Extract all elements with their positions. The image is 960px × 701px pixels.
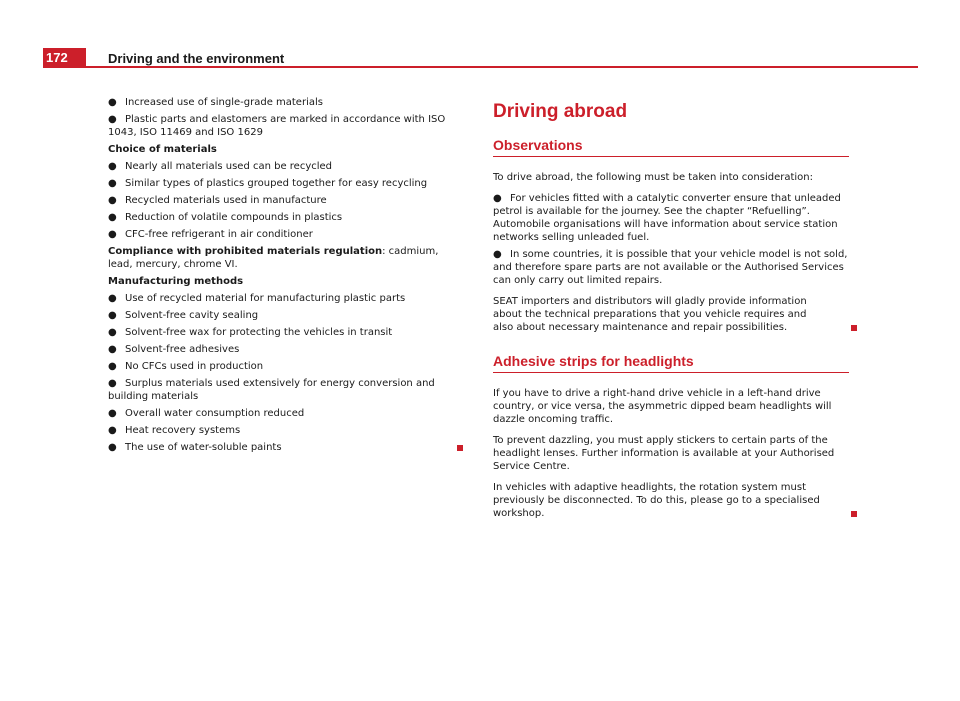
bullet-icon: ● [108, 161, 117, 172]
list-item: ● Solvent-free cavity sealing [108, 310, 259, 321]
list-item: ● The use of water-soluble paints [108, 441, 463, 454]
list-item: ● Overall water consumption reduced [108, 408, 305, 419]
list-item: ● No CFCs used in production [108, 361, 264, 372]
subheading-choice-of-materials: Choice of materials [108, 144, 217, 155]
bullet-icon: ● [108, 378, 117, 389]
section-end-icon [457, 445, 463, 451]
observations-closing: SEAT importers and distributors will gladly provide information about the technical preparations that you vehicle requires and also about necessary maintenance and repair possibilities. [493, 295, 849, 334]
heading-observations: Observations [493, 136, 849, 157]
bullet-icon: ● [108, 327, 117, 338]
bullet-icon: ● [108, 178, 117, 189]
observations-intro: To drive abroad, the following must be taken into consideration: [493, 172, 813, 183]
bullet-icon: ● [108, 344, 117, 355]
headlights-paragraph: To prevent dazzling, you must apply stickers to certain parts of the headlight lenses. Further information is available at your Authorised Service Centre. [493, 435, 835, 472]
bullet-icon: ● [108, 97, 117, 108]
bullet-icon: ● [493, 249, 502, 260]
list-item: ● Solvent-free wax for protecting the vehicles in transit [108, 327, 393, 338]
bullet-icon: ● [493, 193, 502, 204]
page-number: 172 [43, 48, 86, 68]
bullet-icon: ● [108, 114, 117, 125]
section-end-icon [851, 325, 857, 331]
header-rule [86, 66, 918, 68]
compliance-paragraph: Compliance with prohibited materials regulation: cadmium, lead, mercury, chrome VI. [108, 246, 439, 270]
bullet-icon: ● [108, 195, 117, 206]
bullet-icon: ● [108, 408, 117, 419]
list-item: ● Heat recovery systems [108, 425, 241, 436]
headlights-paragraph: In vehicles with adaptive headlights, the rotation system must previously be disconnected. To do this, please go to a specialised workshop. [493, 481, 849, 520]
list-item: ● In some countries, it is possible that your vehicle model is not sold, and therefore spare parts are not available or the Authorised Services can only carry out limited repairs. [493, 249, 848, 286]
bullet-icon: ● [108, 293, 117, 304]
headlights-paragraph: If you have to drive a right-hand drive vehicle in a left-hand drive country, or vice versa, the asymmetric dipped beam headlights will dazzle oncoming traffic. [493, 388, 832, 425]
list-item: ● Similar types of plastics grouped together for easy recycling [108, 178, 428, 189]
main-heading: Driving abroad [493, 101, 628, 122]
list-item: ● CFC-free refrigerant in air conditioner [108, 229, 313, 240]
section-title: Driving and the environment [108, 51, 285, 66]
left-column [108, 96, 463, 458]
list-item: ● Plastic parts and elastomers are marked in accordance with ISO 1043, ISO 11469 and ISO 1629 [108, 114, 446, 138]
list-item: ● Nearly all materials used can be recycled [108, 161, 333, 172]
bullet-icon: ● [108, 442, 117, 453]
heading-adhesive-strips: Adhesive strips for headlights [493, 352, 849, 373]
section-end-icon [851, 511, 857, 517]
subheading-manufacturing-methods: Manufacturing methods [108, 276, 244, 287]
bullet-icon: ● [108, 212, 117, 223]
list-item: ● For vehicles fitted with a catalytic converter ensure that unleaded petrol is available for the journey. See the chapter “Refuelling”. Automobile organisations will have information about service station networks selling unleaded fuel. [493, 193, 841, 243]
right-column [493, 96, 849, 524]
list-item: ● Solvent-free adhesives [108, 344, 240, 355]
bullet-icon: ● [108, 229, 117, 240]
bullet-icon: ● [108, 310, 117, 321]
list-item: ● Reduction of volatile compounds in plastics [108, 212, 343, 223]
bullet-icon: ● [108, 361, 117, 372]
list-item: ● Recycled materials used in manufacture [108, 195, 327, 206]
list-item: ● Increased use of single-grade materials [108, 97, 323, 108]
list-item: ● Surplus materials used extensively for energy conversion and building materials [108, 378, 435, 402]
list-item: ● Use of recycled material for manufacturing plastic parts [108, 293, 406, 304]
bullet-icon: ● [108, 425, 117, 436]
